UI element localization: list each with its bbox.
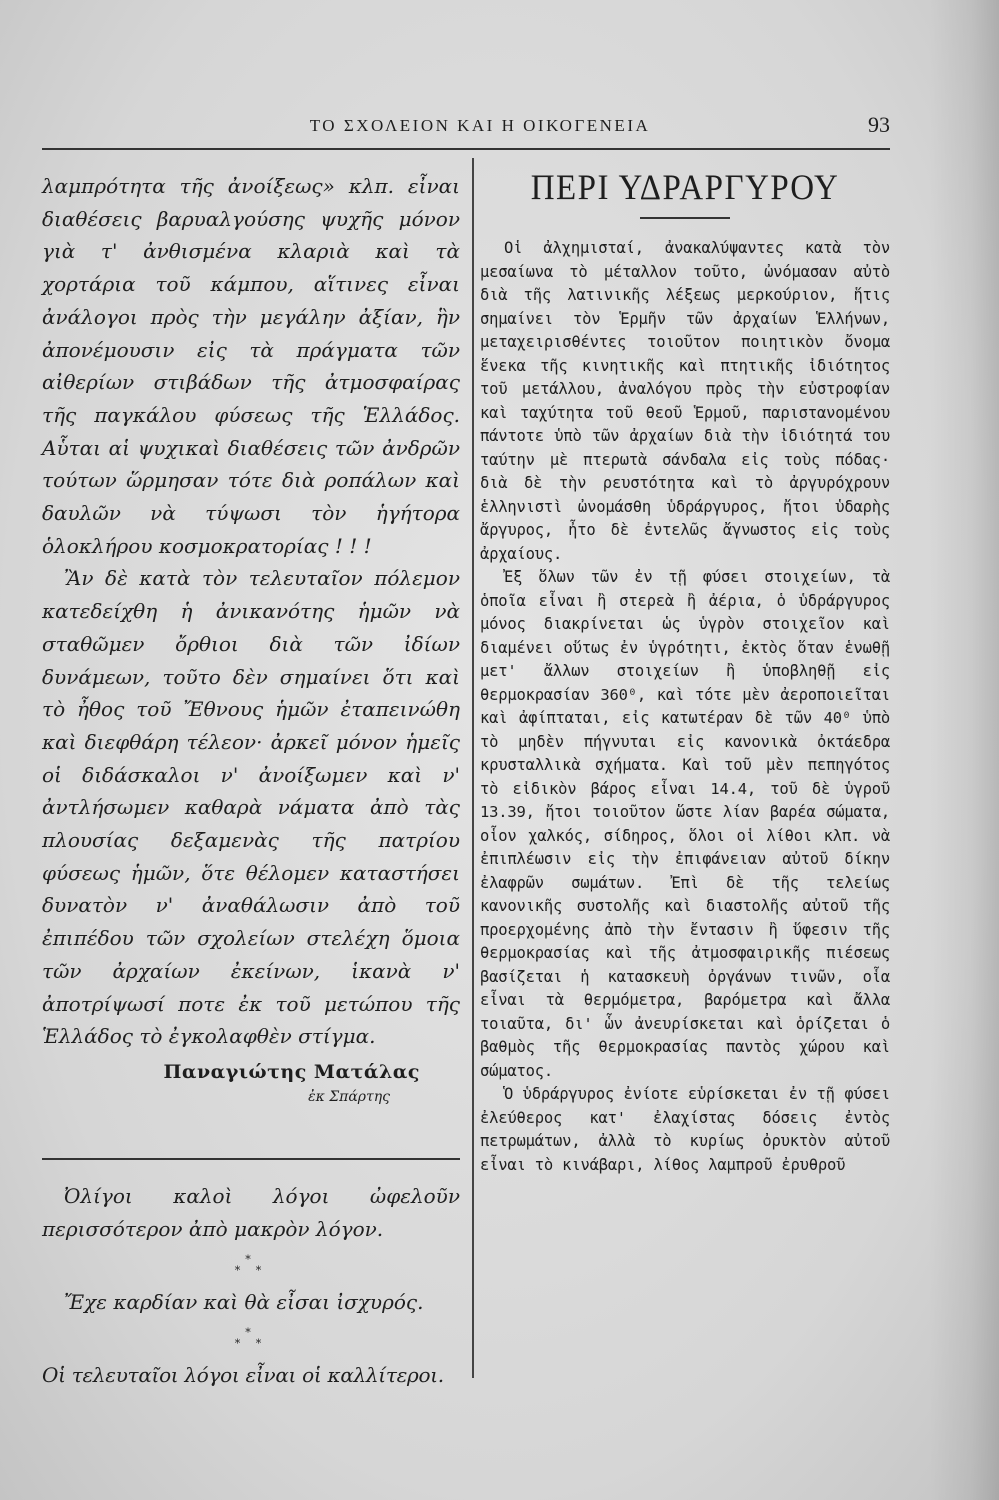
page-header: [160, 112, 890, 142]
maxim-2: Ἔχε καρδίαν καὶ θὰ εἶσαι ἰσχυρός.: [64, 1290, 424, 1314]
right-column: [480, 170, 890, 1177]
title-rule: [640, 217, 730, 219]
maxims-block: [42, 1180, 460, 1392]
right-paragraph-3: Ὁ ὑδράργυρος ἐνίοτε εὑρίσκεται ἐν τῇ φύσει ἐλεύθερος κατ' ἐλαχίστας δόσεις ἐντὸς πετρωμάτων, ἀλλὰ τὸ κυρίως ὀρυκτὸν αὐτοῦ εἶναι τὸ κινάβαρι, λίθος λαμπροῦ ἐρυθροῦ: [480, 1085, 890, 1174]
right-paragraph-2: Ἐξ ὅλων τῶν ἐν τῇ φύσει στοιχείων, τὰ ὁποῖα εἶναι ἢ στερεὰ ἢ ἀέρια, ὁ ὑδράργυρος μόνος διακρίνεται ὡς ὑγρὸν στοιχεῖον καὶ διαμένει οὕτως ἐν ὑγρότητι, ἐκτὸς ὅταν ἑνωθῇ μετ' ἄλλων στοιχείων ἢ ὑποβληθῇ εἰς θερμοκρασίαν 360⁰, καὶ τότε μὲν ἀεροποιεῖται καὶ ἀφίπταται, εἰς κατωτέραν δὲ τῶν 40⁰ ὑπὸ τὸ μηδὲν πήγνυται εἰς κανονικὰ ὀκτάεδρα κρυσταλλικὰ σχήματα. Καὶ τοῦ μὲν πεπηγότος τὸ εἰδικὸν βάρος εἶναι 14.4, τοῦ δὲ ὑγροῦ 13.39, ἤτοι τοιοῦτον ὥστε λίαν βαρέα σώματα, οἷον χαλκός, σίδηρος, ὅλοι οἱ λίθοι κλπ. νὰ ἐπιπλέωσιν εἰς τὴν ἐπιφάνειαν αὐτοῦ δίκην ἐλαφρῶν σωμάτων. Ἐπὶ δὲ τῆς τελείως κανονικῆς συστολῆς καὶ διαστολῆς αὐτοῦ τῆς προερχομένης ἀπὸ τὴν ἔντασιν ἢ ὕφεσιν τῆς θερμοκρασίας καὶ τῆς ἀτμοσφαιρικῆς πιέσεως βασίζεται ἡ κατασκευὴ ὀργάνων τινῶν, οἷα εἶναι τὰ θερμόμετρα, βαρόμετρα καὶ ἄλλα τοιαῦτα, δι' ὧν ἀνευρίσκεται καὶ ὁρίζεται ὁ βαθμὸς τῆς θερμοκρασίας παντὸς χώρου καὶ σώματος.: [480, 568, 890, 1080]
asterism-divider: * * *: [234, 1326, 268, 1350]
running-title: ΤΟ ΣΧΟΛΕΙΟΝ ΚΑΙ Η ΟΙΚΟΓΕΝΕΙΑ: [309, 116, 651, 135]
author-signature: Παναγιώτης Ματάλας: [163, 1060, 420, 1083]
author-place: ἐκ Σπάρτης: [308, 1088, 390, 1105]
asterism-divider: * * *: [234, 1253, 268, 1277]
page-number: 93: [868, 112, 890, 137]
column-divider: [472, 158, 474, 1378]
article-title: ΠΕΡΙ ΥΔΡΑΡΓΥΡΟΥ: [530, 168, 840, 208]
page-fold-shadow: [929, 0, 999, 1500]
section-separator: [42, 1158, 460, 1160]
header-rule: [42, 148, 890, 150]
left-column: [42, 170, 460, 1105]
left-paragraph-1: λαμπρότητα τῆς ἀνοίξεως» κλπ. εἶναι διαθέσεις βαρυαλγούσης ψυχῆς μόνον γιὰ τ' ἀνθισμένα κλαριὰ καὶ τὰ χορτάρια τοῦ κάμπου, αἵτινες εἶναι ἀνάλογοι πρὸς τὴν μεγάλην ἀξίαν, ἣν ἀπονέμουσιν εἰς τὰ πράγματα τῶν αἰθερίων στιβάδων τῆς ἀτμοσφαίρας τῆς παγκάλου φύσεως τῆς Ἑλλάδος. Αὗται αἱ ψυχικαὶ διαθέσεις τῶν ἀνδρῶν τούτων ὥρμησαν τότε διὰ ροπάλων καὶ δαυλῶν νὰ τύψωσι τὸν ἡγήτορα ὁλοκλήρου κοσμοκρατορίας ! ! !: [42, 174, 460, 558]
maxim-3: Οἱ τελευταῖοι λόγοι εἶναι οἱ καλλίτεροι.: [42, 1363, 444, 1387]
maxim-1: Ὀλίγοι καλοὶ λόγοι ὠφελοῦν περισσότερον ἀπὸ μακρὸν λόγον.: [42, 1184, 460, 1241]
right-paragraph-1: Οἱ ἀλχημισταί, ἀνακαλύψαντες κατὰ τὸν μεσαίωνα τὸ μέταλλον τοῦτο, ὠνόμασαν αὐτὸ διὰ τῆς λατινικῆς λέξεως μερκούριον, ἥτις σημαίνει τὸν Ἑρμῆν τῶν ἀρχαίων Ἑλλήνων, μεταχειρισθέντες τοιοῦτον ποιητικὸν ὄνομα ἕνεκα τῆς κινητικῆς καὶ πτητικῆς ἰδιότητος τοῦ μετάλλου, ἀναλόγου πρὸς τὴν εὐστροφίαν καὶ ταχύτητα τοῦ θεοῦ Ἑρμοῦ, παριστανομένου πάντοτε ὑπὸ τῶν ἀρχαίων διὰ τὴν ἰδιότητά του ταύτην μὲ πτερωτὰ σάνδαλα εἰς τοὺς πόδας· διὰ δὲ τὴν ρευστότητα καὶ τὸ ἀργυρόχρουν ἑλληνιστὶ ὠνομάσθη ὑδράργυρος, ἤτοι ὑδαρὴς ἄργυρος, ἦτο δὲ ἐντελῶς ἄγνωστος εἰς τοὺς ἀρχαίους.: [480, 239, 890, 563]
left-paragraph-2: Ἂν δὲ κατὰ τὸν τελευταῖον πόλεμον κατεδείχθη ἡ ἀνικανότης ἡμῶν νὰ σταθῶμεν ὄρθιοι διὰ τῶν ἰδίων δυνάμεων, τοῦτο δὲν σημαίνει ὅτι καὶ τὸ ἦθος τοῦ Ἔθνους ἡμῶν ἐταπεινώθη καὶ διεφθάρη τέλεον· ἀρκεῖ μόνον ἡμεῖς οἱ διδάσκαλοι ν' ἀνοίξωμεν καὶ ν' ἀντλήσωμεν καθαρὰ νάματα ἀπὸ τὰς πλουσίας δεξαμενὰς τῆς πατρίου φύσεως ἡμῶν, ὅτε θέλομεν καταστήσει δυνατὸν ν' ἀναθάλωσιν ἀπὸ τοῦ ἐπιπέδου τῶν σχολείων στελέχη ὅμοια τῶν ἀρχαίων ἐκείνων, ἱκανὰ ν' ἀποτρίψωσί ποτε ἐκ τοῦ μετώπου τῆς Ἑλλάδος τὸ ἐγκολαφθὲν στίγμα.: [42, 566, 460, 1049]
